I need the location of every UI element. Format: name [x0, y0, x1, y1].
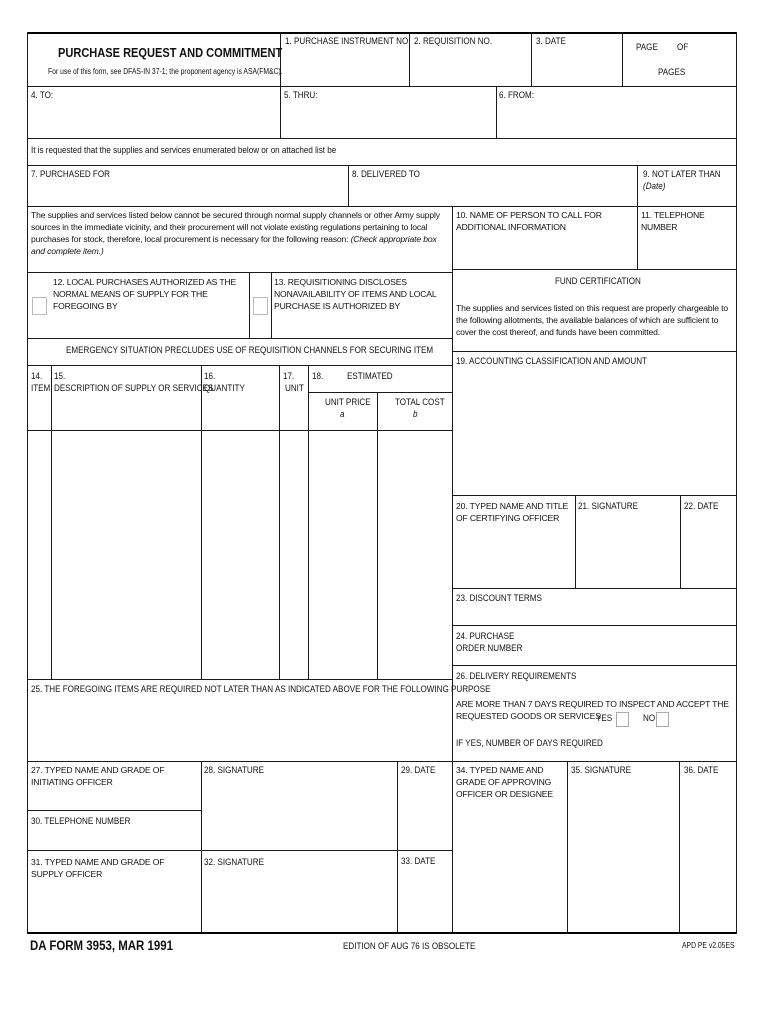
col-unit-price: UNIT PRICE — [325, 397, 371, 408]
label-pages: PAGES — [658, 67, 686, 78]
divider — [637, 165, 638, 269]
divider — [27, 206, 737, 207]
frame-right — [736, 32, 737, 934]
label-requisition-no: 2. REQUISITION NO. — [414, 36, 493, 47]
divider — [27, 761, 737, 762]
col-item: ITEM — [31, 383, 51, 394]
unit-price-column-field[interactable] — [311, 433, 375, 676]
divider — [279, 365, 280, 679]
date-field[interactable] — [535, 52, 619, 82]
accounting-classification-field[interactable] — [456, 372, 734, 492]
label-not-later-than: 9. NOT LATER THAN — [643, 169, 721, 180]
frame-top — [27, 32, 737, 34]
label-delivery-requirements: 26. DELIVERY REQUIREMENTS — [456, 671, 577, 682]
label-accounting-classification: 19. ACCOUNTING CLASSIFICATION AND AMOUNT — [456, 356, 647, 367]
label-certifying-date: 22. DATE — [684, 501, 719, 512]
delivery-yes-checkbox[interactable] — [616, 712, 629, 727]
frame-left — [27, 32, 28, 934]
label-contact-name: 10. NAME OF PERSON TO CALL FOR ADDITIONAL INFORMATION — [456, 210, 602, 232]
label-purchase-instrument-no: 1. PURCHASE INSTRUMENT NO. — [285, 36, 411, 47]
divider — [496, 86, 497, 138]
certifying-date-field[interactable] — [683, 520, 734, 585]
divider — [575, 495, 576, 588]
col-total-cost-sub: b — [413, 409, 418, 420]
divider — [27, 850, 452, 851]
edition-note: EDITION OF AUG 76 IS OBSOLETE — [343, 941, 476, 952]
divider — [27, 138, 737, 139]
request-statement: It is requested that the supplies and services enumerated below or on attached list be — [31, 145, 337, 156]
item-13-authority-field[interactable] — [275, 304, 449, 334]
divider — [308, 365, 309, 679]
certifying-signature-field[interactable] — [578, 520, 677, 585]
col-estimated: ESTIMATED — [347, 371, 393, 382]
label-delivered-to: 8. DELIVERED TO — [352, 169, 420, 180]
divider — [308, 392, 452, 393]
col-description-num: 15. — [54, 371, 66, 382]
divider — [27, 810, 201, 811]
col-unit-num: 17. — [283, 371, 295, 382]
divider — [679, 761, 680, 933]
divider — [27, 165, 737, 166]
label-to: 4. TO: — [31, 90, 54, 101]
divider — [348, 165, 349, 206]
delivery-question: ARE MORE THAN 7 DAYS REQUIRED TO INSPECT AND ACCEPT THE REQUESTED GOODS OR SERVICES — [456, 699, 729, 721]
to-field[interactable] — [31, 104, 276, 135]
divider — [201, 365, 202, 679]
divider — [452, 495, 737, 496]
supply-signature-field[interactable] — [204, 872, 394, 928]
item-column-field[interactable] — [29, 433, 49, 676]
total-cost-column-field[interactable] — [380, 433, 450, 676]
form-subtitle: For use of this form, see DFAS-IN 37-1; the proponent agency is ASA(FM&C). — [48, 67, 283, 76]
col-description: DESCRIPTION OF SUPPLY OR SERVICES — [54, 383, 214, 394]
initiating-date-field[interactable] — [401, 780, 449, 846]
initiating-phone-field[interactable] — [31, 830, 197, 847]
fund-certification-title: FUND CERTIFICATION — [555, 276, 641, 287]
label-purchased-for: 7. PURCHASED FOR — [31, 169, 110, 180]
divider — [452, 269, 737, 270]
delivered-to-field[interactable] — [352, 184, 634, 203]
telephone-number-field[interactable] — [641, 238, 733, 266]
not-later-than-field[interactable] — [665, 193, 733, 204]
divider — [622, 32, 623, 86]
version: APD PE v2.05ES — [682, 941, 735, 950]
label-supply-date: 33. DATE — [401, 856, 436, 867]
label-item-12: 12. LOCAL PURCHASES AUTHORIZED AS THE NORMAL MEANS OF SUPPLY FOR THE FOREGOING BY — [53, 277, 237, 311]
quantity-column-field[interactable] — [204, 433, 276, 676]
label-of: OF — [677, 42, 689, 53]
form-id: DA FORM 3953, MAR 1991 — [30, 938, 174, 953]
col-total-cost: TOTAL COST — [395, 397, 445, 408]
divider — [201, 761, 202, 933]
divider — [27, 86, 737, 87]
col-unit: UNIT — [285, 383, 304, 394]
delivery-no-checkbox[interactable] — [656, 712, 669, 727]
purchase-instrument-no-field[interactable] — [284, 52, 406, 82]
approving-signature-field[interactable] — [571, 780, 676, 928]
label-initiating-signature: 28. SIGNATURE — [204, 765, 264, 776]
label-supply-signature: 32. SIGNATURE — [204, 857, 264, 868]
label-approving-officer: 34. TYPED NAME AND GRADE OF APPROVING OFFICER OR DESIGNEE — [456, 765, 553, 799]
justification-body: The supplies and services listed below cannot be secured through normal supply channels or other Army supply sources in the immediate vicinity, and their procurement will not violate existing regulations pertaining to local purchases for stock, therefore, local procurement is necessary for the following reason: — [31, 210, 440, 244]
initiating-signature-field[interactable] — [204, 780, 394, 846]
form-title: PURCHASE REQUEST AND COMMITMENT — [58, 45, 283, 60]
contact-name-field[interactable] — [456, 238, 634, 266]
label-from: 6. FROM: — [499, 90, 534, 101]
divider — [27, 430, 452, 431]
unit-column-field[interactable] — [282, 433, 306, 676]
label-purpose: 25. THE FOREGOING ITEMS ARE REQUIRED NOT LATER THAN AS INDICATED ABOVE FOR THE FOLLOWING PURPOSE — [31, 684, 491, 695]
label-thru: 5. THRU: — [284, 90, 318, 101]
approving-officer-field[interactable] — [456, 802, 564, 928]
label-initiating-phone: 30. TELEPHONE NUMBER — [31, 816, 131, 827]
purchase-order-number-field[interactable] — [520, 643, 734, 661]
label-telephone-number: 11. TELEPHONE NUMBER — [641, 210, 705, 232]
supply-officer-field[interactable] — [31, 882, 197, 928]
certifying-officer-field[interactable] — [456, 540, 572, 585]
label-certifying-officer: 20. TYPED NAME AND TITLE OF CERTIFYING OFFICER — [456, 501, 569, 523]
divider — [452, 761, 453, 933]
label-initiating-officer: 27. TYPED NAME AND GRADE OF INITIATING OFFICER — [31, 765, 165, 787]
col-quantity: QUANTITY — [204, 383, 245, 394]
discount-terms-field[interactable] — [456, 606, 734, 622]
purchased-for-field[interactable] — [31, 184, 345, 203]
col-estimated-num: 18. — [312, 371, 324, 382]
purpose-field[interactable] — [31, 698, 449, 758]
divider — [27, 679, 452, 680]
label-page: PAGE — [636, 42, 658, 53]
requisition-no-field[interactable] — [413, 52, 528, 82]
label-item-13: 13. REQUISITIONING DISCLOSES NONAVAILABILITY OF ITEMS AND LOCAL PURCHASE IS AUTHORIZED BY — [274, 277, 437, 311]
divider — [567, 761, 568, 933]
label-approving-signature: 35. SIGNATURE — [571, 765, 631, 776]
divider — [249, 272, 250, 338]
divider — [27, 338, 452, 339]
label-no: NO — [643, 713, 656, 724]
divider — [27, 365, 452, 366]
col-quantity-num: 16. — [204, 371, 216, 382]
item-12-checkbox[interactable] — [32, 297, 47, 315]
divider — [397, 761, 398, 933]
initiating-officer-field[interactable] — [31, 790, 197, 807]
label-approving-date: 36. DATE — [684, 765, 719, 776]
label-initiating-date: 29. DATE — [401, 765, 436, 776]
item-12-authority-field[interactable] — [53, 304, 245, 334]
divider — [452, 206, 453, 761]
divider — [452, 625, 737, 626]
justification-instruction: (Check appropriate box and complete item.) — [31, 234, 437, 256]
approving-date-field[interactable] — [683, 780, 734, 928]
from-field[interactable] — [500, 104, 733, 135]
col-item-num: 14. — [31, 371, 43, 382]
frame-bottom — [27, 932, 737, 934]
label-purchase-order-line1: 24. PURCHASE — [456, 631, 515, 642]
divider — [27, 272, 452, 273]
divider — [680, 495, 681, 588]
days-required-field[interactable] — [585, 738, 733, 756]
divider — [452, 588, 737, 589]
label-days-required: IF YES, NUMBER OF DAYS REQUIRED — [456, 738, 603, 749]
label-not-later-than-date: (Date) — [643, 181, 666, 192]
supply-date-field[interactable] — [401, 872, 449, 928]
page-number-field[interactable] — [656, 42, 674, 56]
label-date: 3. DATE — [536, 36, 566, 47]
justification-text — [31, 209, 449, 257]
divider — [531, 32, 532, 86]
divider — [377, 392, 378, 679]
label-certifying-signature: 21. SIGNATURE — [578, 501, 638, 512]
label-purchase-order-line2: ORDER NUMBER — [456, 643, 523, 654]
col-unit-price-sub: a — [340, 409, 345, 420]
divider — [452, 665, 737, 666]
description-column-field[interactable] — [54, 433, 198, 676]
divider — [452, 351, 737, 352]
divider — [271, 272, 272, 338]
fund-certification-text: The supplies and services listed on this request are properly chargeable to the following allotments, the available balances of which are sufficient to cover the cost thereof, and funds have been committed. — [456, 303, 729, 337]
total-pages-field[interactable] — [693, 42, 733, 56]
label-supply-officer: 31. TYPED NAME AND GRADE OF SUPPLY OFFICER — [31, 857, 165, 879]
label-yes: YES — [596, 713, 613, 724]
divider — [51, 365, 52, 679]
item-13-checkbox[interactable] — [253, 297, 268, 315]
thru-field[interactable] — [284, 104, 492, 135]
label-emergency: EMERGENCY SITUATION PRECLUDES USE OF REQUISITION CHANNELS FOR SECURING ITEM — [66, 345, 434, 356]
label-discount-terms: 23. DISCOUNT TERMS — [456, 593, 542, 604]
